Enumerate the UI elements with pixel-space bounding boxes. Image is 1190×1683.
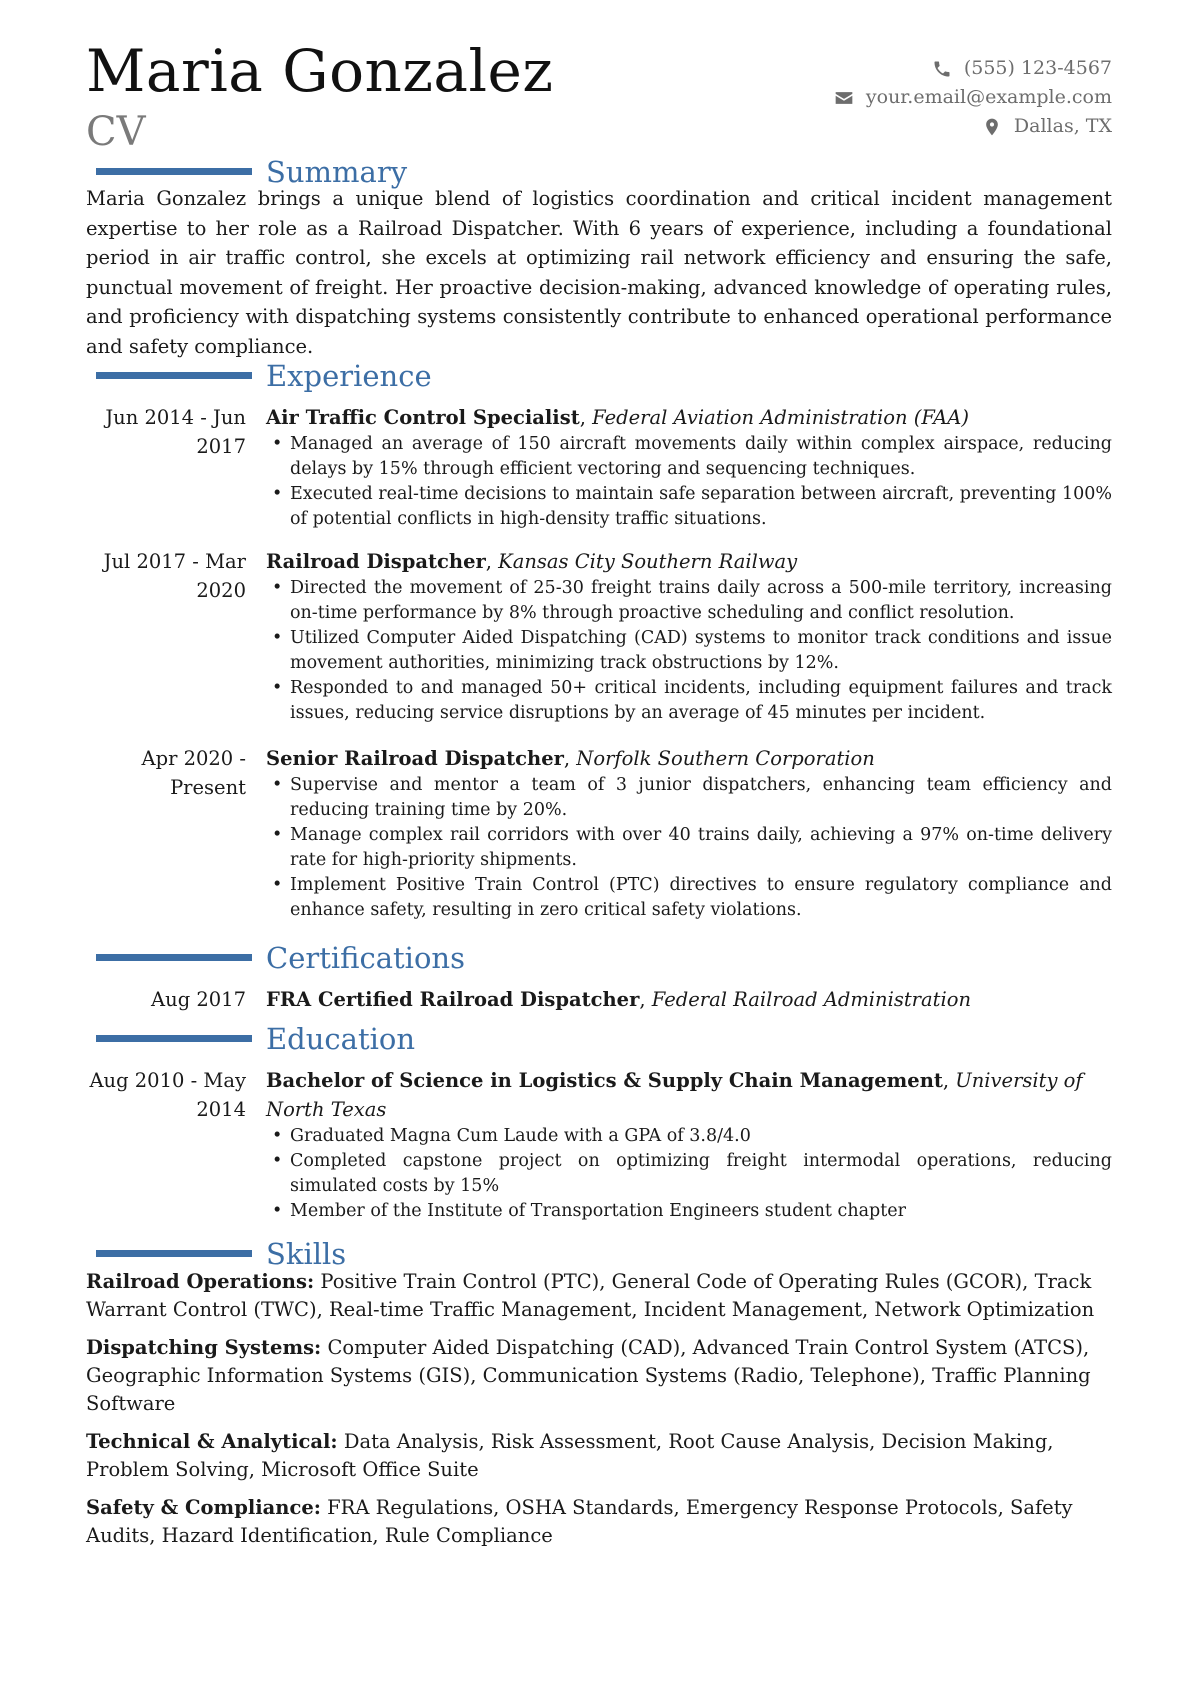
skill-group	[86, 1268, 1112, 1324]
section-title: Skills	[266, 1237, 347, 1271]
section-bar	[96, 372, 252, 379]
entry-bullet: • Managed an average of 150 aircraft movements daily within complex airspace, reducing delays by 15% through efficient vectoring and sequencing techniques.	[266, 432, 1112, 482]
entry-bullet: • Supervise and mentor a team of 3 junior dispatchers, enhancing team efficiency and reducing training time by 20%.	[266, 773, 1112, 823]
document-subtitle: CV	[86, 109, 146, 155]
section-title: Experience	[266, 359, 432, 393]
contact-location	[692, 112, 1112, 141]
contact-email	[692, 83, 1112, 112]
entry-dates: Aug 2017	[151, 988, 246, 1011]
skill-values: FRA Regulations, OSHA Standards, Emergency Response Protocols, Safety Audits, Hazard Identification, Rule Compliance	[86, 1496, 1073, 1547]
entry-title: Air Traffic Control Specialist	[266, 406, 580, 429]
envelope-icon	[834, 88, 854, 108]
location-text: Dallas, TX	[1013, 115, 1112, 137]
skill-group	[86, 1428, 1112, 1484]
skill-group	[86, 1334, 1112, 1418]
phone-icon	[932, 59, 952, 79]
entry-bullet: • Manage complex rail corridors with over 40 trains daily, achieving a 97% on-time delivery rate for high-priority shipments.	[266, 823, 1112, 873]
entry-title: Railroad Dispatcher	[266, 550, 486, 573]
skill-values: Positive Train Control (PTC), General Code of Operating Rules (GCOR), Track Warrant Control (TWC), Real-time Traffic Management, Incident Management, Network Optimization	[86, 1270, 1095, 1321]
entry-bullet: • Member of the Institute of Transportation Engineers student chapter	[266, 1199, 1112, 1224]
entry-bullet: • Responded to and managed 50+ critical incidents, including equipment failures and track issues, reducing service disruptions by an average of 45 minutes per incident.	[266, 676, 1112, 726]
skill-label: Dispatching Systems:	[86, 1336, 322, 1359]
entry-dates: Jul 2017 - Mar 2020	[103, 550, 246, 602]
section-bar	[96, 1250, 252, 1257]
entry-org: University of North Texas	[266, 1069, 1083, 1121]
phone-number: (555) 123-4567	[963, 57, 1112, 79]
section-education	[86, 1021, 1112, 1057]
entry-title: Bachelor of Science in Logistics & Supply Chain Management	[266, 1069, 943, 1092]
entry-bullet: • Directed the movement of 25-30 freight trains daily across a 500-mile territory, increasing on-time performance by 8% through proactive scheduling and conflict resolution.	[266, 576, 1112, 626]
skill-values: Data Analysis, Risk Assessment, Root Cause Analysis, Decision Making, Problem Solving, Microsoft Office Suite	[86, 1430, 1054, 1481]
skills-list	[86, 1268, 1112, 1560]
contact-block	[692, 54, 1112, 141]
map-pin-icon	[982, 117, 1002, 137]
entry-title: Senior Railroad Dispatcher	[266, 747, 564, 770]
entry-bullet: • Completed capstone project on optimizing freight intermodal operations, reducing simulated costs by 15%	[266, 1149, 1112, 1199]
entry-bullet: • Executed real-time decisions to maintain safe separation between aircraft, preventing 100% of potential conflicts in high-density traffic situations.	[266, 482, 1112, 532]
skill-values: Computer Aided Dispatching (CAD), Advanced Train Control System (ATCS), Geographic Information Systems (GIS), Communication Systems (Radio, Telephone), Traffic Planning Software	[86, 1336, 1091, 1415]
contact-phone	[692, 54, 1112, 83]
cv-page: Maria Gonzalez CV (555) 123-4567 your.email@example.com Dallas, TX Summary Maria Gonzalez brings a unique blend of logistics coordination and critical incident management expertise to her role as a Railroad Dispatcher. With 6 years of experience, including a foundational period in air traffic control, she excels at optimizing rail network efficiency and ensuring the safe, punctual movement of freight. Her proactive decision-making, advanced knowledge of operating rules, and proficiency with dispatching systems consistently contribute to enhanced operational performance and safety compliance. Experience Jun 2014 - Jun 2017 Air Traffic Control Specialist, Federal Aviation Administration (FAA) • Managed an average of 150 aircraft movements daily within complex airspace, reducing delays by 15% through efficient vectoring and sequencing techniques. • Executed real-time decisions to maintain safe separation between aircraft, preventing 100% of potential conflicts in high-density traffic situations. Jul 2017 - Mar 2020 Railroad Dispatcher, Kansas City Southern Railway • Directed the movement of 25-30 freight trains daily across a 500-mile territory, increasing on-time performance by 8% through proactive scheduling and conflict resolution. • Utilized Computer Aided Dispatching (CAD) systems to monitor track conditions and issue movement authorities, minimizing track obstructions by 12%. • Responded to and managed 50+ critical incidents, including equipment failures and track issues, reducing service disruptions by an average of 45 minutes per incident. Apr 2020 - Present Senior Railroad Dispatcher, Norfolk Southern Corporation • Supervise and mentor a team of 3 junior dispatchers, enhancing team efficiency and reducing training time by 20%. • Manage complex rail corridors with over 40 trains daily, achieving a 97% on-time delivery rate for high-priority shipments. • Implement Positive Train Control (PTC) directives to ensure regulatory compliance and enhance safety, resulting in zero critical safety violations. Certifications Aug 2017 FRA Certified Railroad Dispatcher, Federal Railroad Administration Education Aug 2010 - May 2014 Bachelor of Science in Logistics & Supply Chain Management, University of North Texas • Graduated Magna Cum Laude with a GPA of 3.8/4.0 • Completed capstone project on optimizing freight intermodal operations, reducing simulated costs by 15% • Member of the Institute of Transportation Engineers student chapter Skills Railroad Operations: Positive Train Control (PTC), General Code of Operating Rules (GCOR), Track Warrant Control (TWC), Real-time Traffic Management, Incident Management, Network Optimization Dispatching Systems: Computer Aided Dispatching (CAD), Advanced Train Control System (ATCS), Geographic Information Systems (GIS), Communication Systems (Radio, Telephone), Traffic Planning Software Technical & Analytical: Data Analysis, Risk Assessment, Root Cause Analysis, Decision Making, Problem Solving, Microsoft Office Suite Safety & Compliance: FRA Regulations, OSHA Standards, Emergency Response Protocols, Safety Audits, Hazard Identification, Rule Compliance	[86, 0, 1112, 1683]
entry-dates: Aug 2010 - May 2014	[89, 1069, 246, 1121]
entry-bullet: • Graduated Magna Cum Laude with a GPA of 3.8/4.0	[266, 1124, 1112, 1149]
section-experience	[86, 358, 1112, 394]
section-bar	[96, 1035, 252, 1042]
entry-dates: Jun 2014 - Jun 2017	[105, 406, 246, 458]
entry-org: Federal Railroad Administration	[651, 988, 972, 1011]
entry-org: Kansas City Southern Railway	[498, 550, 798, 573]
candidate-name: Maria Gonzalez	[86, 37, 554, 105]
section-bar	[96, 954, 252, 961]
email-address[interactable]: your.email@example.com	[865, 86, 1112, 108]
section-bar	[96, 168, 252, 175]
skill-group	[86, 1494, 1112, 1550]
section-title: Summary	[266, 155, 408, 189]
entry-bullet: • Implement Positive Train Control (PTC) directives to ensure regulatory compliance and enhance safety, resulting in zero critical safety violations.	[266, 873, 1112, 923]
section-title: Certifications	[266, 941, 465, 975]
entry-bullet: • Utilized Computer Aided Dispatching (CAD) systems to monitor track conditions and issue movement authorities, minimizing track obstructions by 12%.	[266, 626, 1112, 676]
skill-label: Technical & Analytical:	[86, 1430, 338, 1453]
entry-title: FRA Certified Railroad Dispatcher	[266, 988, 640, 1011]
summary-text: Maria Gonzalez brings a unique blend of logistics coordination and critical incident management expertise to her role as a Railroad Dispatcher. With 6 years of experience, including a foundational period in air traffic control, she excels at optimizing rail network efficiency and ensuring the safe, punctual movement of freight. Her proactive decision-making, advanced knowledge of operating rules, and proficiency with dispatching systems consistently contribute to enhanced operational performance and safety compliance.	[86, 187, 1112, 358]
entry-dates: Apr 2020 - Present	[141, 747, 246, 799]
section-title: Education	[266, 1022, 416, 1056]
section-skills	[86, 1236, 1112, 1272]
entry-org: Norfolk Southern Corporation	[576, 747, 875, 770]
skill-label: Safety & Compliance:	[86, 1496, 321, 1519]
skill-label: Railroad Operations:	[86, 1270, 315, 1293]
section-certifications	[86, 940, 1112, 976]
entry-org: Federal Aviation Administration (FAA)	[592, 406, 969, 429]
